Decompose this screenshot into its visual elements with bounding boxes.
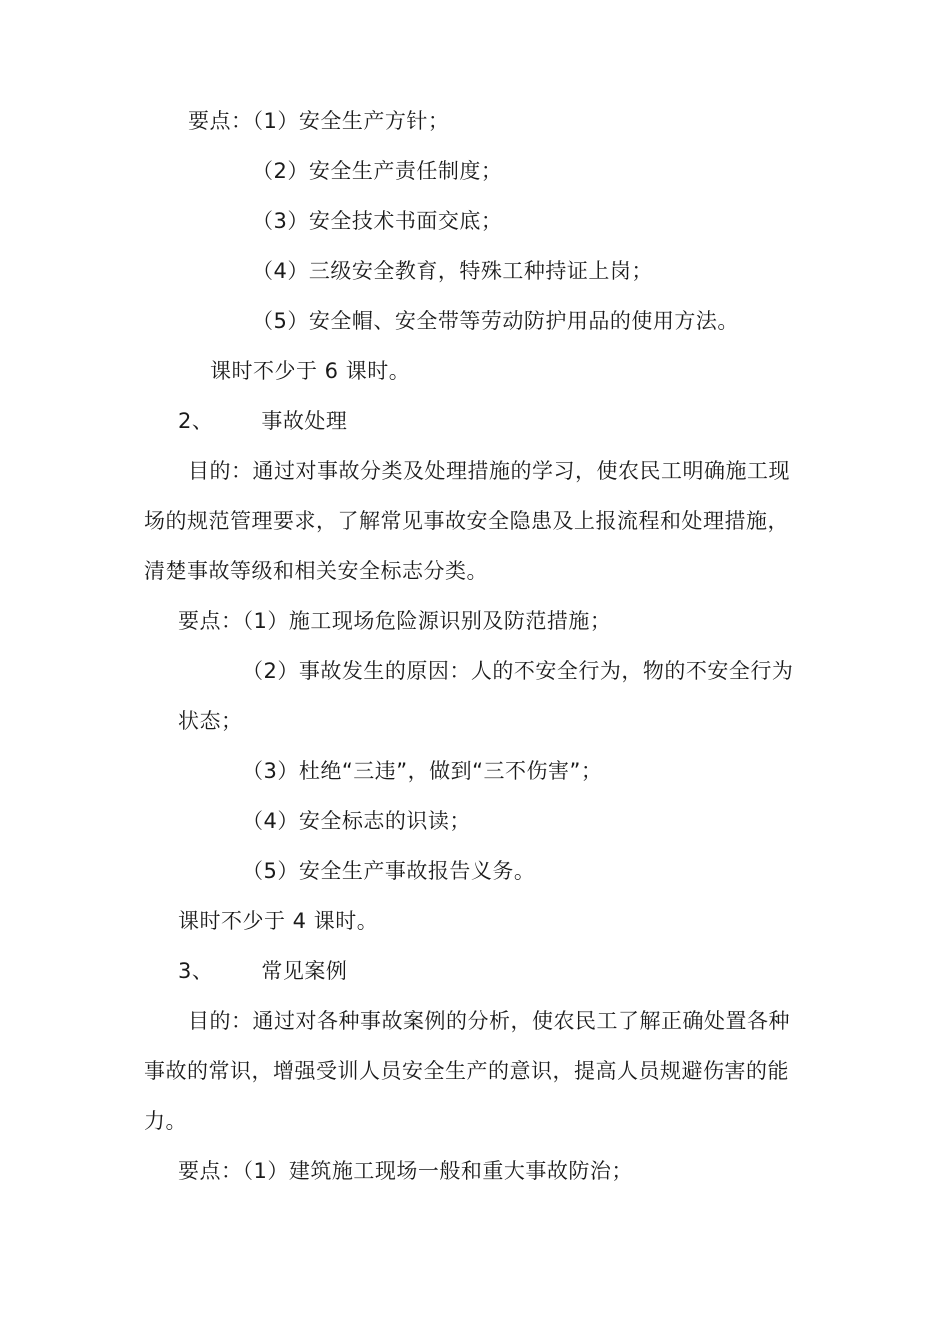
- section-heading-2: [178, 406, 347, 436]
- list-item: （3）安全技术书面交底；: [252, 209, 503, 233]
- section-title: 事故处理: [261, 409, 348, 433]
- paragraph-purpose: 清楚事故等级和相关安全标志分类。: [144, 559, 488, 583]
- paragraph-key-points-3: 要点：（1）建筑施工现场一般和重大事故防治；: [178, 1159, 633, 1183]
- section-heading-3: [178, 956, 347, 986]
- paragraph-purpose: 目的：通过对各种事故案例的分析，使农民工了解正确处置各种: [188, 1009, 790, 1033]
- paragraph-purpose: 事故的常识，增强受训人员安全生产的意识，提高人员规避伤害的能: [144, 1059, 789, 1083]
- list-item: （2）事故发生的原因：人的不安全行为，物的不安全行为: [242, 659, 794, 683]
- list-item: （2）安全生产责任制度；: [252, 159, 503, 183]
- paragraph-purpose: 力。: [144, 1109, 187, 1133]
- list-item: （3）杜绝“三违”，做到“三不伤害”；: [242, 759, 603, 783]
- paragraph-purpose: 场的规范管理要求，了解常见事故安全隐患及上报流程和处理措施，: [144, 509, 789, 533]
- class-hours-text: 课时不少于 6 课时。: [210, 359, 411, 383]
- list-item: （5）安全生产事故报告义务。: [242, 859, 536, 883]
- class-hours-text: 课时不少于 4 课时。: [178, 909, 379, 933]
- list-item: （4）安全标志的识读；: [242, 809, 471, 833]
- list-item: （4）三级安全教育，特殊工种持证上岗；: [252, 259, 653, 283]
- list-item: （5）安全帽、安全带等劳动防护用品的使用方法。: [252, 309, 739, 333]
- paragraph-purpose: 目的：通过对事故分类及处理措施的学习，使农民工明确施工现: [188, 459, 790, 483]
- section-title: 常见案例: [261, 959, 348, 983]
- section-number: 2、: [178, 409, 214, 433]
- paragraph-key-points-1: 要点：（1）安全生产方针；: [188, 109, 450, 133]
- paragraph-key-points-2: 要点：（1）施工现场危险源识别及防范措施；: [178, 609, 612, 633]
- section-number: 3、: [178, 959, 214, 983]
- list-item: 状态；: [178, 709, 243, 733]
